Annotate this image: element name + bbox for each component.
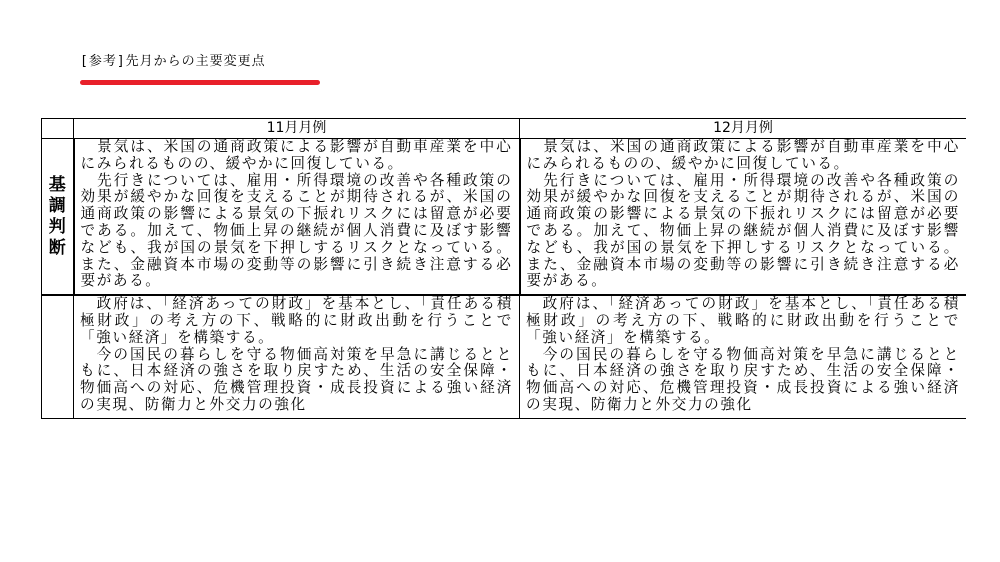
row-label-char: 調 xyxy=(48,195,66,216)
paragraph: 今の国民の暮らしを守る物価高対策を早急に講じるとともに、日本経済の強さを取り戻すため、生活の安全保障・物価高への対応、危機管理投資・成長投資による強い経済の実現、防衛力と外交力の強化 xyxy=(80,345,513,413)
header-cell-december: 12月月例 xyxy=(520,119,967,139)
row-label-char: 判 xyxy=(48,216,66,237)
table-header-row xyxy=(42,119,967,139)
cell-december-policy xyxy=(520,295,967,418)
table-row-basic-assessment xyxy=(42,139,967,296)
row-label-policy xyxy=(42,295,74,418)
row-label-basic-assessment xyxy=(42,139,74,296)
row-label-char: 断 xyxy=(48,237,66,258)
comparison-table xyxy=(41,118,966,419)
cell-december-basic-assessment xyxy=(520,139,967,296)
comparison-table-container xyxy=(41,118,966,468)
paragraph: 先行きについては、雇用・所得環境の改善や各種政策の効果が緩やかな回復を支えることが期待されるが、米国の通商政策の影響による景気の下振れリスクには留意が必要である。加えて、物価上昇の継続が個人消費に及ぼす影響なども、我が国の景気を下押しするリスクとなっている。また、金融資本市場の変動等の影響に引き続き注意する必要がある。 xyxy=(526,171,960,290)
page-heading: [参考]先月からの主要変更点 xyxy=(80,54,266,69)
paragraph: 今の国民の暮らしを守る物価高対策を早急に講じるとともに、日本経済の強さを取り戻すため、生活の安全保障・物価高への対応、危機管理投資・成長投資による強い経済の実現、防衛力と外交力の強化 xyxy=(526,345,960,413)
cell-november-basic-assessment xyxy=(74,139,520,296)
paragraph: 先行きについては、雇用・所得環境の改善や各種政策の効果が緩やかな回復を支えることが期待されるが、米国の通商政策の影響による景気の下振れリスクには留意が必要である。加えて、物価上昇の継続が個人消費に及ぼす影響なども、我が国の景気を下押しするリスクとなっている。また、金融資本市場の変動等の影響に引き続き注意する必要がある。 xyxy=(80,171,513,290)
table-row-policy xyxy=(42,295,967,418)
paragraph: 政府は、「経済あっての財政」を基本とし、「責任ある積極財政」の考え方の下、戦略的に財政出動を行うことで「強い経済」を構築する。 xyxy=(526,295,960,346)
paragraph: 政府は、「経済あっての財政」を基本とし、「責任ある積極財政」の考え方の下、戦略的に財政出動を行うことで「強い経済」を構築する。 xyxy=(80,295,513,346)
heading-underline xyxy=(80,80,320,85)
paragraph: 景気は、米国の通商政策による影響が自動車産業を中心にみられるものの、緩やかに回復している。 xyxy=(80,138,513,172)
header-corner-cell xyxy=(42,119,74,139)
cell-november-policy xyxy=(74,295,520,418)
header-cell-november: 11月月例 xyxy=(74,119,520,139)
row-label-char: 基 xyxy=(48,174,66,195)
paragraph: 景気は、米国の通商政策による影響が自動車産業を中心にみられるものの、緩やかに回復している。 xyxy=(526,138,960,172)
